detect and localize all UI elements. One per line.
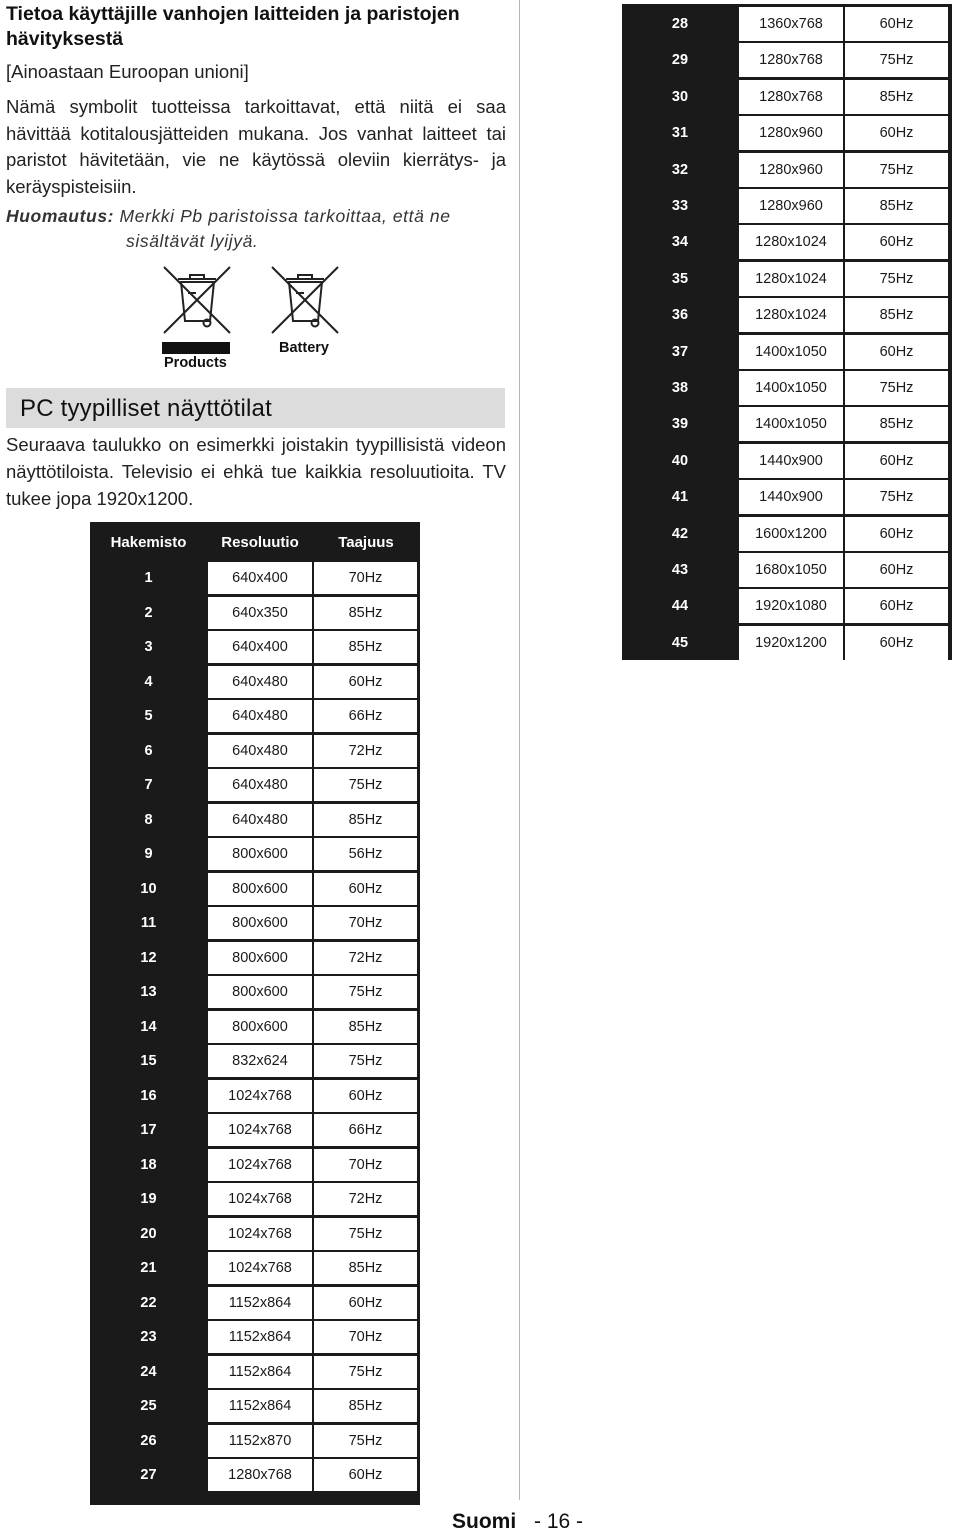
table-row — [622, 189, 952, 223]
resolution-cell: 800x600 — [208, 907, 312, 939]
frequency-cell: 85Hz — [314, 1390, 417, 1422]
table-row — [90, 1287, 420, 1319]
resolution-cell: 1920x1080 — [739, 589, 843, 623]
frequency-cell: 60Hz — [845, 553, 948, 587]
index-cell: 10 — [140, 880, 157, 897]
resolution-cell: 1152x864 — [208, 1390, 312, 1422]
index-cell: 32 — [671, 161, 689, 178]
resolution-cell: 1024x768 — [208, 1252, 312, 1284]
resolution-cell: 1400x1050 — [739, 335, 843, 369]
section-intro: Seuraava taulukko on esimerkki joistakin tyypillisistä videon näyttötiloista. Televisio ei ehkä tue kaikkia resoluutioita. TV tukee jopa 1920x1200. — [6, 434, 506, 509]
frequency-cell: 60Hz — [845, 7, 948, 41]
table-row — [90, 1321, 420, 1353]
header-resolution: Resoluutio — [221, 533, 299, 551]
footer-page-number: - 16 - — [534, 1510, 584, 1533]
frequency-cell: 85Hz — [314, 1252, 417, 1284]
table-row — [622, 407, 952, 441]
frequency-cell: 85Hz — [314, 1011, 417, 1043]
index-cell: 43 — [671, 562, 689, 578]
frequency-cell: 60Hz — [845, 626, 948, 660]
index-cell: 15 — [140, 1053, 157, 1069]
index-cell: 21 — [140, 1260, 157, 1276]
table-row — [90, 1218, 420, 1250]
frequency-cell: 60Hz — [845, 444, 948, 478]
table-row — [90, 1080, 420, 1112]
table-row — [90, 1459, 420, 1491]
resolution-cell: 1024x768 — [208, 1183, 312, 1215]
table-row — [90, 1252, 420, 1284]
resolution-cell: 640x400 — [208, 562, 312, 594]
index-cell: 12 — [140, 949, 157, 966]
frequency-cell: 75Hz — [845, 371, 948, 405]
resolution-cell: 1024x768 — [208, 1114, 312, 1146]
table-row — [90, 735, 420, 767]
index-cell: 27 — [140, 1467, 157, 1483]
frequency-cell: 75Hz — [314, 769, 417, 801]
frequency-cell: 60Hz — [845, 116, 948, 150]
note-text-line1: Merkki Pb paristoissa tarkoittaa, että ne — [119, 206, 451, 226]
resolution-cell: 640x480 — [208, 769, 312, 801]
frequency-cell: 60Hz — [845, 517, 948, 551]
table-row — [622, 589, 952, 623]
table-row — [90, 942, 420, 974]
resolution-cell: 800x600 — [208, 873, 312, 905]
index-cell: 45 — [671, 634, 689, 651]
display-modes-table — [90, 522, 420, 1505]
products-label: Products — [164, 355, 227, 371]
index-cell: 37 — [671, 343, 689, 360]
header-index: Hakemisto — [110, 533, 187, 551]
resolution-cell: 1024x768 — [208, 1218, 312, 1250]
index-cell: 40 — [671, 452, 689, 469]
table-row — [622, 626, 952, 660]
table-row — [90, 666, 420, 698]
resolution-cell: 640x350 — [208, 597, 312, 629]
frequency-cell: 75Hz — [845, 262, 948, 296]
frequency-cell: 75Hz — [314, 1356, 417, 1388]
index-cell: 14 — [140, 1018, 157, 1035]
frequency-cell: 85Hz — [845, 298, 948, 332]
disposal-heading: Tietoa käyttäjille vanhojen laitteiden ja paristojen hävityksestä — [6, 3, 460, 50]
frequency-cell: 75Hz — [845, 153, 948, 187]
table-row — [622, 517, 952, 551]
table-row — [90, 1183, 420, 1215]
index-cell: 3 — [144, 639, 153, 655]
resolution-cell: 800x600 — [208, 976, 312, 1008]
products-bar — [162, 342, 230, 354]
table-row — [90, 804, 420, 836]
frequency-cell: 85Hz — [845, 407, 948, 441]
index-cell: 38 — [671, 380, 689, 396]
table-row — [90, 1390, 420, 1422]
resolution-cell: 1400x1050 — [739, 407, 843, 441]
index-cell: 5 — [144, 708, 153, 724]
index-cell: 34 — [671, 234, 689, 251]
resolution-cell: 1280x960 — [739, 189, 843, 223]
table-row — [622, 371, 952, 405]
frequency-cell: 85Hz — [845, 80, 948, 114]
resolution-cell: 1152x864 — [208, 1321, 312, 1353]
resolution-cell: 1440x900 — [739, 444, 843, 478]
table-row — [90, 1149, 420, 1181]
resolution-cell: 800x600 — [208, 1011, 312, 1043]
resolution-cell: 640x480 — [208, 735, 312, 767]
index-cell: 24 — [140, 1363, 157, 1380]
resolution-cell: 1280x1024 — [739, 225, 843, 259]
frequency-cell: 85Hz — [314, 597, 417, 629]
footer-language: Suomi — [452, 1510, 517, 1533]
index-cell: 28 — [671, 16, 689, 32]
table-row — [622, 553, 952, 587]
index-cell: 16 — [140, 1087, 157, 1104]
table-row — [90, 631, 420, 663]
table-row — [90, 1425, 420, 1457]
table-row — [90, 700, 420, 732]
table-row — [622, 480, 952, 514]
index-cell: 36 — [671, 307, 689, 324]
resolution-cell: 640x480 — [208, 666, 312, 698]
frequency-cell: 85Hz — [314, 804, 417, 836]
resolution-cell: 640x480 — [208, 804, 312, 836]
resolution-cell: 832x624 — [208, 1045, 312, 1077]
table-header-row — [90, 522, 420, 562]
table-row — [90, 597, 420, 629]
region-note: [Ainoastaan Euroopan unioni] — [6, 61, 249, 82]
frequency-cell: 70Hz — [314, 907, 417, 939]
resolution-cell: 1152x864 — [208, 1287, 312, 1319]
index-cell: 11 — [140, 915, 157, 931]
frequency-cell: 72Hz — [314, 1183, 417, 1215]
index-cell: 35 — [671, 270, 689, 287]
resolution-cell: 1920x1200 — [739, 626, 843, 660]
frequency-cell: 85Hz — [314, 631, 417, 663]
lead-note — [6, 204, 506, 254]
resolution-cell: 640x400 — [208, 631, 312, 663]
frequency-cell: 72Hz — [314, 942, 417, 974]
frequency-cell: 75Hz — [845, 43, 948, 77]
frequency-cell: 60Hz — [845, 335, 948, 369]
frequency-cell: 56Hz — [314, 838, 417, 870]
resolution-cell: 1280x768 — [739, 43, 843, 77]
resolution-cell: 1600x1200 — [739, 517, 843, 551]
battery-label: Battery — [279, 340, 329, 356]
resolution-cell: 1280x768 — [208, 1459, 312, 1491]
index-cell: 8 — [144, 811, 153, 828]
frequency-cell: 60Hz — [314, 873, 417, 905]
table-row — [90, 873, 420, 905]
resolution-cell: 800x600 — [208, 838, 312, 870]
table-row — [622, 43, 952, 77]
resolution-cell: 640x480 — [208, 700, 312, 732]
table-row — [90, 769, 420, 801]
index-cell: 31 — [671, 125, 689, 142]
index-cell: 7 — [144, 777, 153, 793]
index-cell: 23 — [140, 1329, 157, 1345]
resolution-cell: 1280x960 — [739, 116, 843, 150]
table-row — [90, 1045, 420, 1077]
index-cell: 4 — [144, 673, 153, 690]
note-text-line2: sisältävät lyijyä. — [126, 231, 259, 251]
frequency-cell: 60Hz — [314, 1080, 417, 1112]
index-cell: 30 — [671, 88, 689, 105]
frequency-cell: 60Hz — [845, 225, 948, 259]
resolution-cell: 1280x768 — [739, 80, 843, 114]
table-row — [622, 335, 952, 369]
frequency-cell: 72Hz — [314, 735, 417, 767]
section-title: PC tyypilliset näyttötilat — [20, 395, 272, 422]
table-row — [622, 116, 952, 150]
index-cell: 42 — [671, 525, 689, 542]
resolution-cell: 1440x900 — [739, 480, 843, 514]
index-cell: 41 — [671, 489, 689, 506]
table-row — [90, 838, 420, 870]
index-cell: 22 — [140, 1294, 157, 1311]
table-row — [90, 1114, 420, 1146]
index-cell: 17 — [140, 1122, 157, 1138]
frequency-cell: 75Hz — [845, 480, 948, 514]
table-row — [622, 444, 952, 478]
frequency-cell: 66Hz — [314, 1114, 417, 1146]
table-row — [622, 298, 952, 332]
resolution-cell: 800x600 — [208, 942, 312, 974]
frequency-cell: 75Hz — [314, 1045, 417, 1077]
table-row — [90, 1356, 420, 1388]
table-row — [622, 80, 952, 114]
frequency-cell: 70Hz — [314, 1321, 417, 1353]
table-row — [90, 1011, 420, 1043]
index-cell: 2 — [144, 604, 153, 621]
header-frequency: Taajuus — [338, 533, 394, 551]
resolution-cell: 1400x1050 — [739, 371, 843, 405]
frequency-cell: 75Hz — [314, 976, 417, 1008]
frequency-cell: 75Hz — [314, 1425, 417, 1457]
table-row — [622, 153, 952, 187]
index-cell: 6 — [144, 742, 153, 759]
resolution-cell: 1280x1024 — [739, 298, 843, 332]
table-row — [90, 562, 420, 594]
table-row — [90, 976, 420, 1008]
index-cell: 44 — [671, 598, 689, 615]
crossed-bin-battery-icon — [268, 263, 342, 337]
table-row — [90, 907, 420, 939]
page-footer — [452, 1507, 583, 1537]
note-label: Huomautus: — [6, 206, 115, 226]
resolution-cell: 1024x768 — [208, 1149, 312, 1181]
table-row — [622, 7, 952, 41]
index-cell: 19 — [140, 1191, 157, 1207]
disposal-paragraph: Nämä symbolit tuotteissa tarkoittavat, että niitä ei saa hävittää kotitalousjätteiden mukana. Jos vanhat laitteet tai paristot hävitetään, vie ne käytössä oleviin kierrätys- ja keräyspisteisiin. — [6, 96, 506, 197]
index-cell: 13 — [140, 984, 157, 1000]
index-cell: 39 — [671, 416, 689, 433]
frequency-cell: 70Hz — [314, 562, 417, 594]
index-cell: 26 — [140, 1432, 157, 1449]
table-row — [622, 225, 952, 259]
table-row — [622, 262, 952, 296]
resolution-cell: 1280x960 — [739, 153, 843, 187]
resolution-cell: 1024x768 — [208, 1080, 312, 1112]
index-cell: 1 — [144, 570, 153, 586]
resolution-cell: 1680x1050 — [739, 553, 843, 587]
frequency-cell: 60Hz — [314, 1287, 417, 1319]
frequency-cell: 60Hz — [314, 1459, 417, 1491]
display-modes-table-continued — [622, 4, 952, 660]
index-cell: 9 — [144, 846, 153, 862]
index-cell: 29 — [671, 52, 689, 69]
resolution-cell: 1280x1024 — [739, 262, 843, 296]
index-cell: 33 — [671, 198, 689, 214]
frequency-cell: 70Hz — [314, 1149, 417, 1181]
resolution-cell: 1152x864 — [208, 1356, 312, 1388]
frequency-cell: 85Hz — [845, 189, 948, 223]
index-cell: 25 — [140, 1398, 157, 1414]
crossed-bin-products-icon — [160, 263, 234, 337]
resolution-cell: 1152x870 — [208, 1425, 312, 1457]
frequency-cell: 66Hz — [314, 700, 417, 732]
resolution-cell: 1360x768 — [739, 7, 843, 41]
column-divider — [519, 0, 520, 1500]
frequency-cell: 60Hz — [314, 666, 417, 698]
index-cell: 20 — [140, 1225, 157, 1242]
frequency-cell: 75Hz — [314, 1218, 417, 1250]
frequency-cell: 60Hz — [845, 589, 948, 623]
index-cell: 18 — [140, 1156, 157, 1173]
